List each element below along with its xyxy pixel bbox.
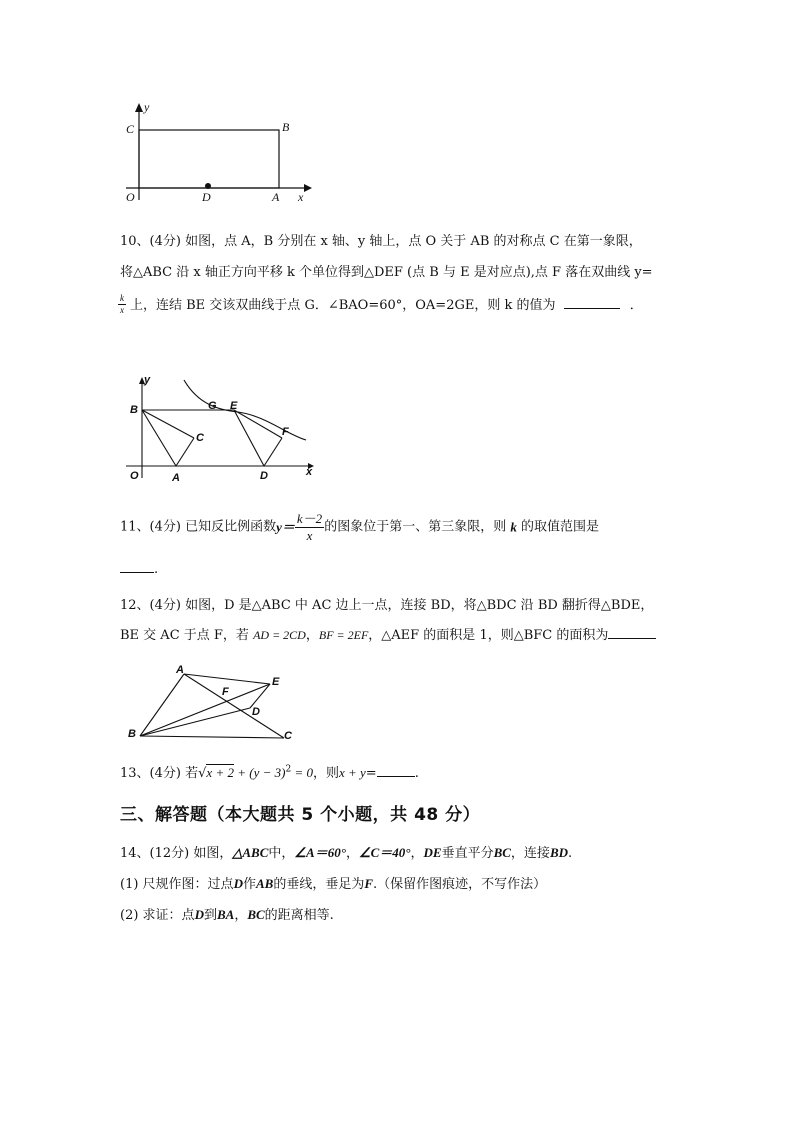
q11-fraction <box>295 512 324 542</box>
q14-comma1: ， <box>345 846 359 861</box>
q12-label-B: B <box>128 728 136 740</box>
figure-q10 <box>126 374 326 486</box>
q11-answer-blank[interactable] <box>120 571 154 573</box>
q10-text3: 上，连结 BE 交该双曲线于点 G．∠BAO=60°，OA=2GE，则 k 的值为 <box>130 298 556 313</box>
q14-p1-ab: AB <box>255 876 274 891</box>
q13-text-c: = <box>365 766 377 781</box>
q14-p2-d: D <box>194 907 204 922</box>
q10-figure-svg <box>126 374 326 486</box>
segment-CA <box>176 438 194 466</box>
segment-BE <box>140 684 270 736</box>
q14-text1a: 14、(12分) 如图， <box>120 846 233 861</box>
q12-text2b: ，△AEF 的面积是 1，则△BFC 的面积为 <box>368 628 609 643</box>
q11-number: 11、(4分) <box>120 519 181 535</box>
q13-eq: = 0 <box>291 765 313 780</box>
q11-text-c: 的取值范围是 <box>520 519 599 535</box>
q10-label-F: F <box>282 426 289 438</box>
q12-number: 12、(4分) <box>120 598 181 613</box>
q14-part1 <box>120 873 546 892</box>
figure-rectangle-axes <box>118 100 318 210</box>
q14-p1-b: 作 <box>242 877 256 892</box>
label-D: D <box>202 190 211 204</box>
q14-text1d: ，连接 <box>510 846 550 861</box>
q14-p1-e: .（保留作图痕迹，不写作法） <box>373 877 547 892</box>
q13-mid: + (y − 3) <box>233 765 286 780</box>
q10-label-C: C <box>196 432 204 444</box>
q11-frac-den: x <box>306 527 313 543</box>
q12-answer-blank[interactable] <box>608 637 656 639</box>
q11-line2 <box>120 562 158 577</box>
segment-FD <box>264 438 282 466</box>
q14-p1-c: 的垂线，垂足为 <box>273 877 365 892</box>
q14-angA: ∠A＝60° <box>294 845 346 860</box>
q14-p2-ba: BA <box>216 907 235 922</box>
q13-end: . <box>414 766 419 781</box>
q10-label-D: D <box>260 470 268 482</box>
q14-comma2: ， <box>410 846 424 861</box>
q10-frac-num: k <box>118 294 126 305</box>
q14-p2-c: ， <box>234 908 248 923</box>
figure-q12 <box>126 664 306 748</box>
section3-title: 三、解答题（本大题共 5 个小题，共 48 分） <box>120 805 481 825</box>
q14-tri: △ABC <box>232 845 269 860</box>
label-O: O <box>126 190 135 204</box>
q12-label-E: E <box>272 676 280 688</box>
q12-label-A: A <box>176 664 184 676</box>
q10-label-y: y <box>144 374 151 386</box>
q14-p1-a: (1) 尺规作图：过点 <box>120 877 234 892</box>
q14-bc: BC <box>493 845 511 860</box>
q10-label-B: B <box>130 404 138 416</box>
q11-end: . <box>154 562 159 577</box>
q10-label-O: O <box>130 470 139 482</box>
q14-de: DE <box>423 845 442 860</box>
q13-line <box>120 762 419 781</box>
q10-fraction-k-over-x <box>118 294 126 316</box>
q13-answer-blank[interactable] <box>377 775 415 777</box>
q11-y-eq: y＝ <box>276 519 295 535</box>
q12-text1: 如图，D 是△ABC 中 AC 边上一点，连接 BD，将△BDC 沿 BD 翻折得△BDE， <box>185 598 654 613</box>
rectangle-OABC <box>139 130 279 188</box>
x-axis-arrow <box>304 184 312 192</box>
y-axis-arrow <box>135 103 143 112</box>
q12-cond1: AD = 2CD <box>253 628 306 642</box>
q14-text1b: 中， <box>268 846 295 861</box>
q11-line1 <box>120 512 599 542</box>
q12-sep: ， <box>305 628 319 643</box>
q14-p2-e: 的距离相等. <box>264 908 334 923</box>
q12-label-D: D <box>252 706 260 718</box>
q14-part2 <box>120 904 334 923</box>
q13-text-b: ，则 <box>312 766 339 781</box>
q14-p2-bc: BC <box>247 907 265 922</box>
q14-p1-f: F <box>364 876 373 891</box>
label-C: C <box>126 122 135 136</box>
label-B: B <box>282 120 290 134</box>
q11-text-b: 的图象位于第一、第三象限，则 <box>324 519 507 535</box>
q13-text-a: 若 <box>185 766 199 781</box>
label-y: y <box>144 100 150 114</box>
point-D <box>205 183 211 189</box>
q10-text1: 如图，点 A，B 分别在 x 轴、y 轴上，点 O 关于 AB 的对称点 C 在第一象限， <box>185 234 642 249</box>
q10-label-x: x <box>306 466 313 478</box>
q10-line1 <box>120 230 642 249</box>
sqrt-icon: √ <box>198 766 207 781</box>
q12-line1 <box>120 594 653 613</box>
label-x: x <box>298 190 304 204</box>
q12-cond2: BF = 2EF <box>318 628 369 642</box>
q12-text2a: BE 交 AC 于点 F，若 <box>120 628 249 643</box>
q12-label-C: C <box>284 730 292 742</box>
q10-label-G: G <box>208 400 217 412</box>
q14-p1-d: D <box>233 876 243 891</box>
q13-expr: x + y <box>338 765 366 780</box>
q10-label-E: E <box>230 400 238 412</box>
q14-text1c: 垂直平分 <box>441 846 494 861</box>
q10-line3 <box>130 294 643 313</box>
q12-label-F: F <box>222 686 229 698</box>
q13-exp: 2 <box>285 764 292 775</box>
q10-label-A: A <box>172 472 180 484</box>
q13-radicand: x + 2 <box>206 765 234 780</box>
q10-number: 10、(4分) <box>120 234 181 249</box>
q14-p2-b: 到 <box>203 908 217 923</box>
q10-frac-den: x <box>120 305 124 316</box>
q14-line1 <box>120 842 572 861</box>
q13-number: 13、(4分) <box>120 766 181 781</box>
q14-bd: BD <box>549 845 568 860</box>
q11-text-a: 已知反比例函数 <box>185 519 277 535</box>
q11-k: k <box>510 519 517 535</box>
q10-end: ． <box>629 298 643 313</box>
segment-BC <box>140 736 284 738</box>
q14-angC: ∠C＝40° <box>358 845 411 860</box>
q14-text1e: . <box>568 846 573 861</box>
q14-p2-a: (2) 求证：点 <box>120 908 195 923</box>
q10-answer-blank[interactable] <box>564 307 620 309</box>
segment-BC <box>142 410 194 438</box>
rectangle-axes-svg <box>118 100 318 210</box>
q11-frac-num: k－2 <box>296 511 323 526</box>
q10-line2: 将△ABC 沿 x 轴正方向平移 k 个单位得到△DEF (点 B 与 E 是对应点),点 F 落在双曲线 y= <box>120 265 653 280</box>
label-A: A <box>272 190 280 204</box>
q12-line2 <box>120 624 656 643</box>
segment-BA <box>142 410 176 466</box>
